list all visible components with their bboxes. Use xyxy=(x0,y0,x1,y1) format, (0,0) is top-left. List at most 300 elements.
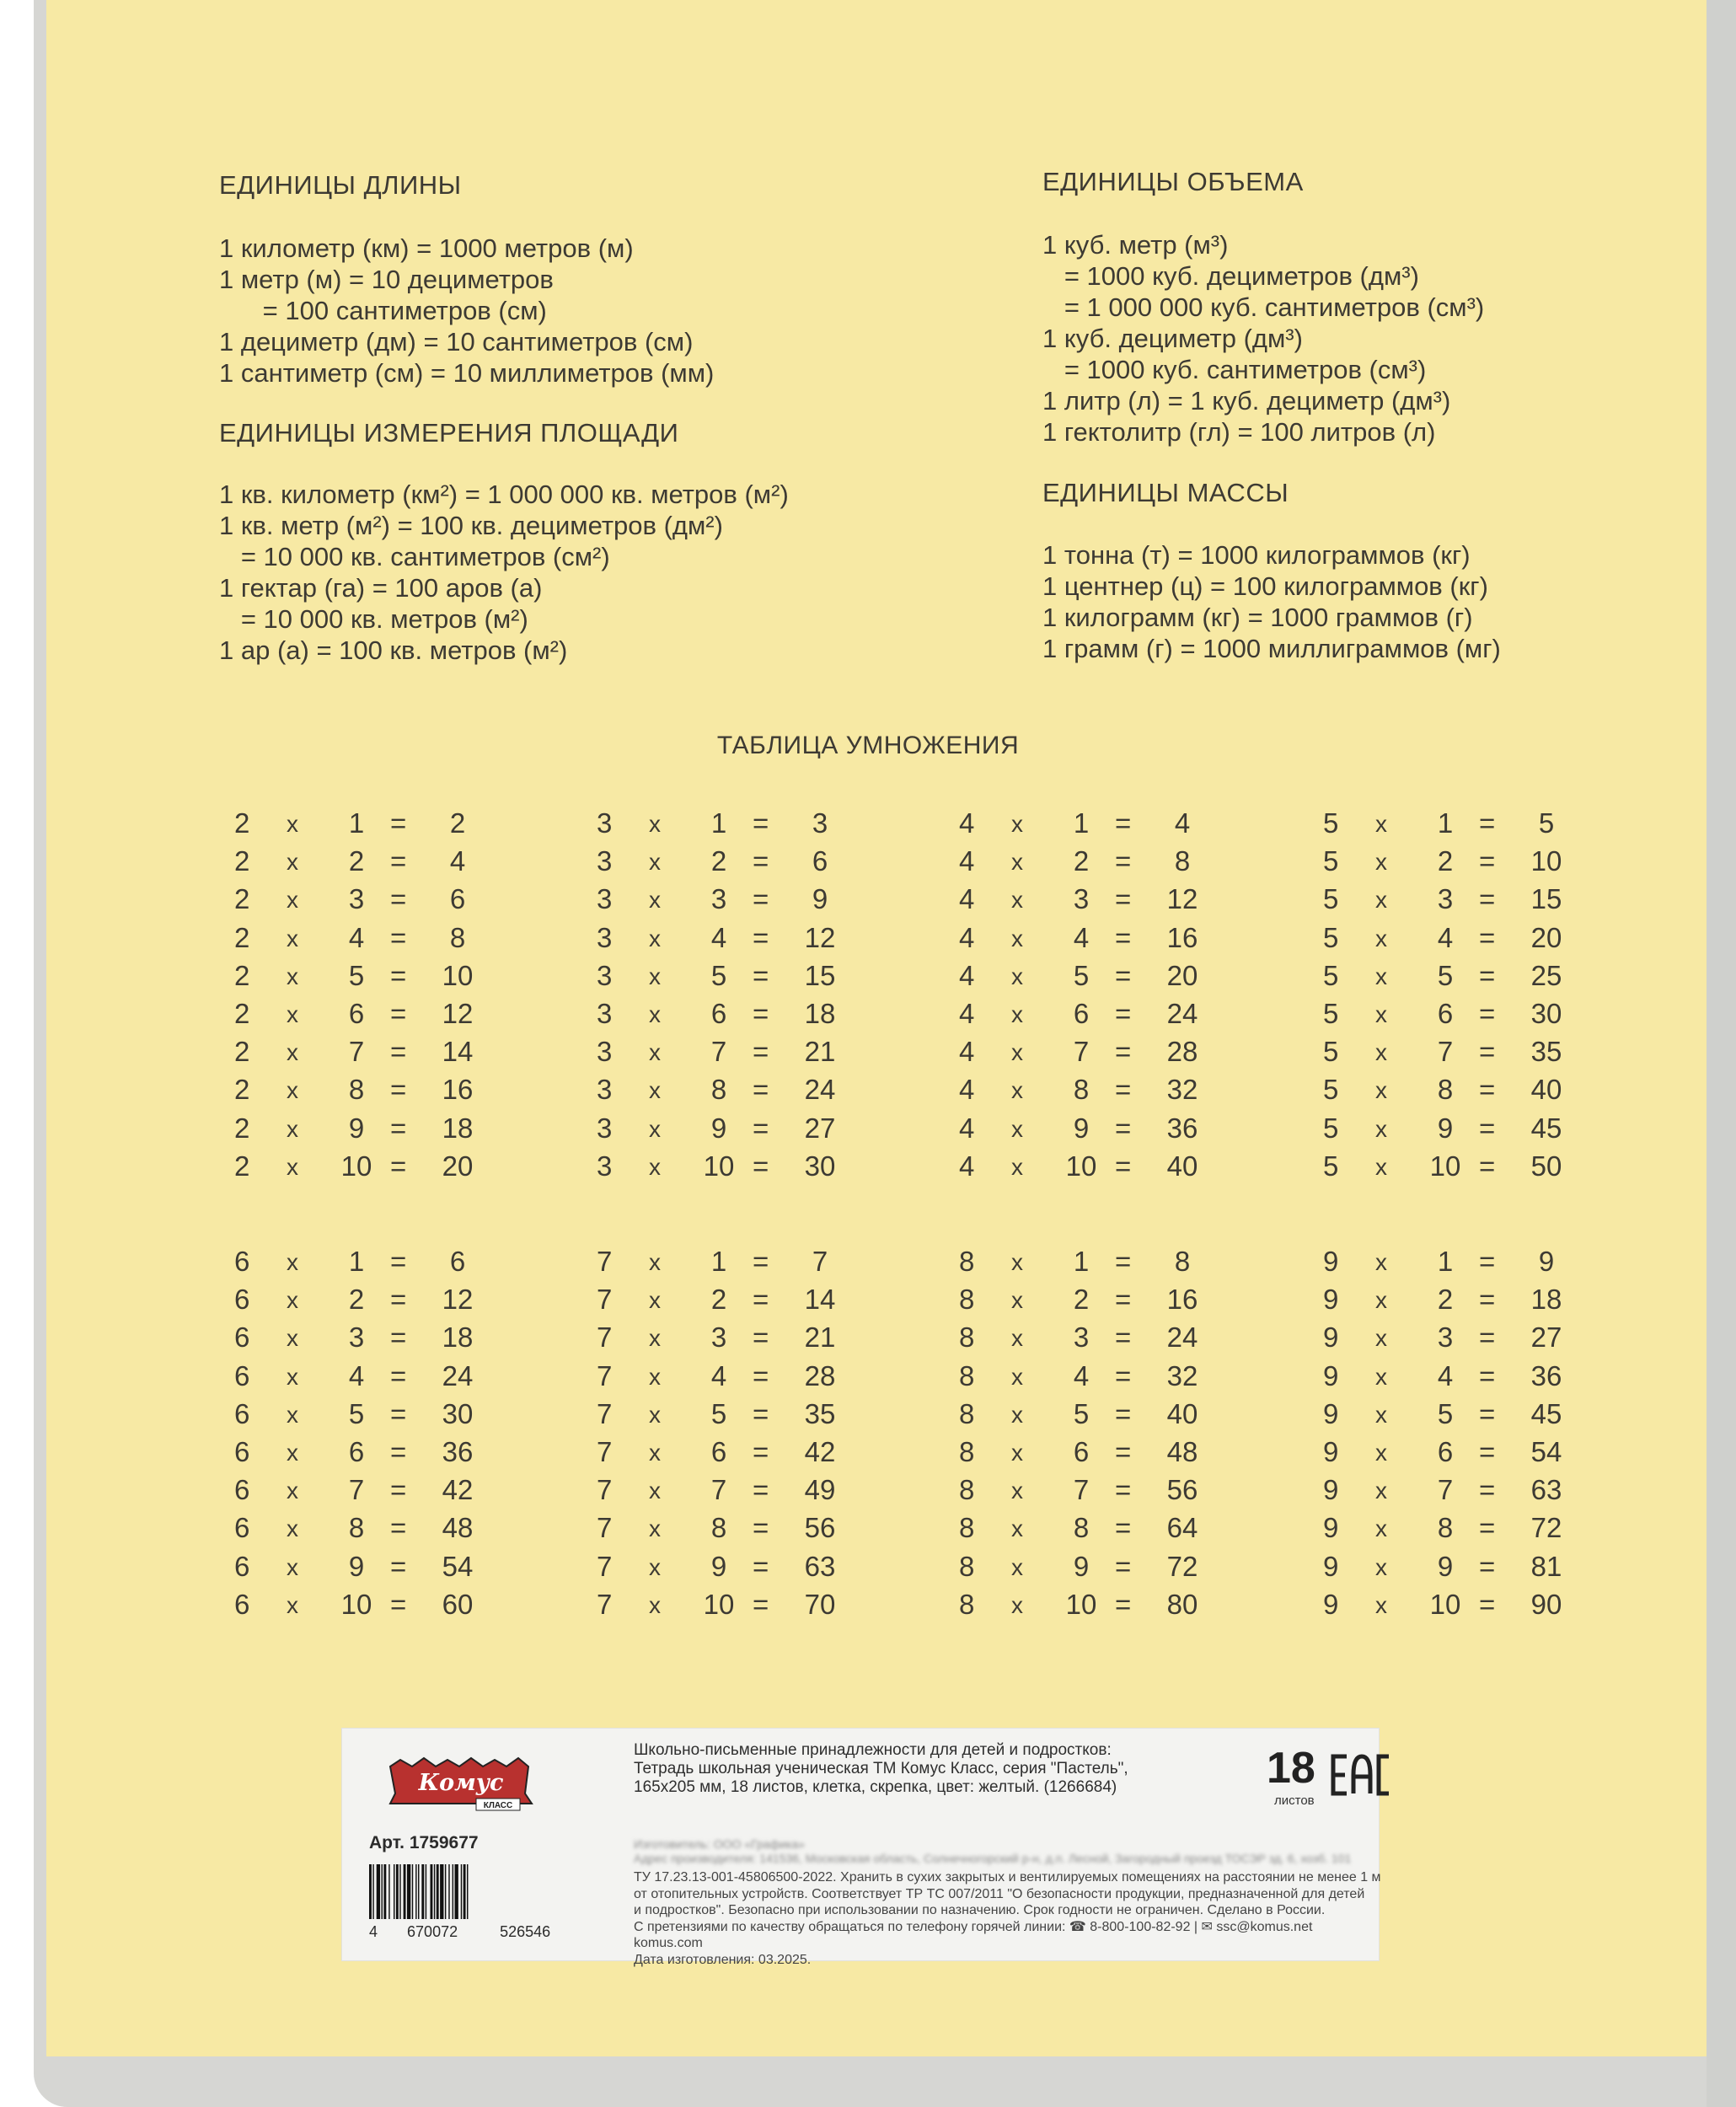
product: 27 xyxy=(804,1112,836,1144)
times-sign: x xyxy=(1011,1287,1023,1314)
times-sign: x xyxy=(1375,1325,1387,1352)
factor: 9 xyxy=(1323,1246,1339,1277)
barcode-digits: 4 670072 526546 xyxy=(369,1923,551,1940)
product-info-text xyxy=(634,1869,1381,1968)
area-unit-line: 1 кв. километр (км²) = 1 000 000 кв. метров (м²) xyxy=(219,480,789,509)
factor: 3 xyxy=(597,997,613,1029)
equals-sign: = xyxy=(390,1474,407,1506)
product: 28 xyxy=(1166,1036,1198,1068)
multiplier: 4 xyxy=(710,921,727,953)
multiplication-row xyxy=(597,1474,875,1512)
multiplier: 5 xyxy=(1437,1397,1454,1429)
equals-sign: = xyxy=(753,1074,769,1106)
multiplication-row xyxy=(234,960,512,998)
times-sign: x xyxy=(649,849,661,876)
barcode-bar xyxy=(421,1864,424,1919)
multiplication-row xyxy=(1323,1474,1601,1512)
times-sign: x xyxy=(287,1553,298,1580)
multiplication-row xyxy=(959,1322,1237,1359)
times-sign: x xyxy=(1375,1039,1387,1066)
product: 20 xyxy=(1530,921,1562,953)
multiplier: 6 xyxy=(348,997,365,1029)
factor: 4 xyxy=(959,1074,975,1106)
times-sign: x xyxy=(1011,1591,1023,1618)
equals-sign: = xyxy=(1115,997,1132,1029)
product: 15 xyxy=(804,959,836,991)
product: 12 xyxy=(442,1284,474,1316)
barcode-bar xyxy=(440,1864,443,1919)
barcode-bar xyxy=(431,1864,433,1919)
multiplier: 3 xyxy=(348,1322,365,1354)
barcode-bar xyxy=(418,1864,419,1919)
volume-units-title: ЕДИНИЦЫ ОБЪЕМА xyxy=(1042,167,1304,196)
factor: 2 xyxy=(234,883,250,915)
mass-unit-line: 1 килограмм (кг) = 1000 граммов (г) xyxy=(1042,603,1473,632)
equals-sign: = xyxy=(1479,1074,1496,1106)
multiplier: 7 xyxy=(710,1036,727,1068)
equals-sign: = xyxy=(1479,921,1496,953)
equals-sign: = xyxy=(1479,1588,1496,1620)
multiplication-row xyxy=(597,1036,875,1074)
volume-units-list xyxy=(1042,229,1484,448)
multiplier: 7 xyxy=(348,1036,365,1068)
equals-sign: = xyxy=(390,1036,407,1068)
barcode-bar xyxy=(396,1864,399,1919)
multiplier: 3 xyxy=(1073,1322,1090,1354)
multiplication-row xyxy=(1323,1036,1601,1074)
equals-sign: = xyxy=(1115,1359,1132,1391)
factor: 6 xyxy=(234,1474,250,1506)
times-sign: x xyxy=(1011,925,1023,952)
multiplier: 9 xyxy=(348,1112,365,1144)
multiplication-row xyxy=(234,1551,512,1589)
multiplication-row xyxy=(959,883,1237,921)
multiplication-row xyxy=(1323,922,1601,960)
factor: 6 xyxy=(234,1322,250,1354)
times-sign: x xyxy=(649,1249,661,1275)
factor: 2 xyxy=(234,1112,250,1144)
times-sign: x xyxy=(649,925,661,952)
equals-sign: = xyxy=(753,959,769,991)
product: 48 xyxy=(442,1512,474,1544)
product: 25 xyxy=(1530,959,1562,991)
multiplication-row xyxy=(234,1474,512,1512)
factor: 4 xyxy=(959,1036,975,1068)
equals-sign: = xyxy=(753,807,769,839)
product: 63 xyxy=(804,1550,836,1582)
equals-sign: = xyxy=(1479,1550,1496,1582)
multiplier: 3 xyxy=(348,883,365,915)
product: 48 xyxy=(1166,1435,1198,1467)
multiplier: 9 xyxy=(710,1550,727,1582)
product: 54 xyxy=(1530,1435,1562,1467)
factor: 2 xyxy=(234,1074,250,1106)
factor: 9 xyxy=(1323,1359,1339,1391)
factor: 5 xyxy=(1323,845,1339,877)
volume-unit-line: 1 литр (л) = 1 куб. дециметр (дм³) xyxy=(1042,386,1451,416)
manufacturer-info-blurred xyxy=(634,1837,1375,1866)
barcode-bar xyxy=(463,1864,466,1919)
product: 36 xyxy=(1530,1359,1562,1391)
times-sign: x xyxy=(1375,1153,1387,1180)
multiplication-row xyxy=(959,1246,1237,1284)
times-sign: x xyxy=(1375,1591,1387,1618)
equals-sign: = xyxy=(390,1284,407,1316)
multiplier: 8 xyxy=(710,1074,727,1106)
multiplication-table-title: ТАБЛИЦА УМНОЖЕНИЯ xyxy=(716,732,1020,759)
product: 8 xyxy=(449,921,466,953)
mass-unit-line: 1 тонна (т) = 1000 килограммов (кг) xyxy=(1042,540,1471,570)
multiplier: 10 xyxy=(340,1150,372,1182)
barcode-bar xyxy=(372,1864,373,1919)
product: 24 xyxy=(442,1359,474,1391)
multiplier: 5 xyxy=(1073,959,1090,991)
multiplier: 7 xyxy=(1437,1036,1454,1068)
factor: 7 xyxy=(597,1435,613,1467)
factor: 8 xyxy=(959,1322,975,1354)
multiplication-row xyxy=(959,1436,1237,1474)
factor: 7 xyxy=(597,1246,613,1277)
times-sign: x xyxy=(287,1000,298,1027)
equals-sign: = xyxy=(753,1550,769,1582)
equals-sign: = xyxy=(1479,1150,1496,1182)
equals-sign: = xyxy=(753,997,769,1029)
factor: 6 xyxy=(234,1397,250,1429)
times-sign: x xyxy=(1375,1287,1387,1314)
product: 15 xyxy=(1530,883,1562,915)
product: 32 xyxy=(1166,1359,1198,1391)
multiplication-row xyxy=(234,1036,512,1074)
equals-sign: = xyxy=(1115,1397,1132,1429)
info-line: и подростков". Безопасно при использовании по назначению. Срок годности не ограничен. Сделано в России. xyxy=(634,1903,1326,1917)
product: 56 xyxy=(1166,1474,1198,1506)
factor: 2 xyxy=(234,845,250,877)
multiplier: 8 xyxy=(348,1074,365,1106)
times-sign: x xyxy=(1011,1115,1023,1142)
factor: 5 xyxy=(1323,1112,1339,1144)
equals-sign: = xyxy=(390,807,407,839)
factor: 8 xyxy=(959,1588,975,1620)
product: 72 xyxy=(1530,1512,1562,1544)
equals-sign: = xyxy=(1479,1474,1496,1506)
multiplication-block-3 xyxy=(597,807,875,1188)
equals-sign: = xyxy=(753,1322,769,1354)
factor: 5 xyxy=(1323,1036,1339,1068)
factor: 4 xyxy=(959,997,975,1029)
times-sign: x xyxy=(649,1363,661,1390)
multiplier: 3 xyxy=(710,883,727,915)
multiplier: 5 xyxy=(348,1397,365,1429)
multiplier: 7 xyxy=(348,1474,365,1506)
factor: 3 xyxy=(597,921,613,953)
factor: 3 xyxy=(597,959,613,991)
multiplier: 1 xyxy=(1437,1246,1454,1277)
info-line: от отопительных устройств. Соответствует ТР ТС 007/2011 "О безопасности продукции, предназначенной для детей xyxy=(634,1886,1365,1901)
multiplier: 4 xyxy=(710,1359,727,1391)
equals-sign: = xyxy=(390,1246,407,1277)
times-sign: x xyxy=(1375,1363,1387,1390)
multiplication-row xyxy=(959,960,1237,998)
product-description-line: 165х205 мм, 18 листов, клетка, скрепка, цвет: желтый. (1266684) xyxy=(634,1778,1117,1796)
product: 36 xyxy=(1166,1112,1198,1144)
barcode-bar xyxy=(461,1864,462,1919)
product: 18 xyxy=(442,1112,474,1144)
equals-sign: = xyxy=(1479,845,1496,877)
product: 18 xyxy=(1530,1284,1562,1316)
multiplication-row xyxy=(597,960,875,998)
product: 10 xyxy=(442,959,474,991)
product: 27 xyxy=(1530,1322,1562,1354)
multiplier: 6 xyxy=(1073,1435,1090,1467)
barcode-bar xyxy=(399,1864,400,1919)
factor: 4 xyxy=(959,959,975,991)
factor: 6 xyxy=(234,1246,250,1277)
factor: 8 xyxy=(959,1512,975,1544)
multiplication-row xyxy=(1323,1246,1601,1284)
mass-unit-line: 1 центнер (ц) = 100 килограммов (кг) xyxy=(1042,571,1488,601)
multiplier: 8 xyxy=(1437,1074,1454,1106)
barcode-bar xyxy=(412,1864,413,1919)
multiplication-block-8 xyxy=(959,1246,1237,1627)
barcode-bar xyxy=(404,1864,406,1919)
equals-sign: = xyxy=(753,1397,769,1429)
multiplier: 4 xyxy=(1073,921,1090,953)
product: 40 xyxy=(1166,1150,1198,1182)
multiplication-row xyxy=(959,1036,1237,1074)
barcode-bar xyxy=(434,1864,435,1919)
multiplier: 9 xyxy=(1437,1112,1454,1144)
times-sign: x xyxy=(287,1515,298,1542)
product: 24 xyxy=(804,1074,836,1106)
multiplier: 3 xyxy=(710,1322,727,1354)
multiplier: 7 xyxy=(710,1474,727,1506)
times-sign: x xyxy=(1011,1363,1023,1390)
multiplier: 4 xyxy=(348,921,365,953)
equals-sign: = xyxy=(390,959,407,991)
multiplier: 5 xyxy=(710,959,727,991)
equals-sign: = xyxy=(1479,997,1496,1029)
multiplication-row xyxy=(234,1512,512,1550)
times-sign: x xyxy=(1011,1039,1023,1066)
multiplier: 4 xyxy=(1073,1359,1090,1391)
area-unit-line: = 10 000 кв. метров (м²) xyxy=(219,604,528,634)
multiplication-row xyxy=(1323,1398,1601,1436)
multiplication-row xyxy=(1323,883,1601,921)
factor: 6 xyxy=(234,1435,250,1467)
product: 56 xyxy=(804,1512,836,1544)
times-sign: x xyxy=(1375,925,1387,952)
product: 49 xyxy=(804,1474,836,1506)
times-sign: x xyxy=(1375,1115,1387,1142)
factor: 4 xyxy=(959,807,975,839)
length-units-list xyxy=(219,233,714,389)
factor: 5 xyxy=(1323,807,1339,839)
product: 54 xyxy=(442,1550,474,1582)
product: 3 xyxy=(812,807,828,839)
multiplication-row xyxy=(959,1398,1237,1436)
factor: 9 xyxy=(1323,1588,1339,1620)
equals-sign: = xyxy=(1115,1284,1132,1316)
multiplication-row xyxy=(959,1474,1237,1512)
volume-unit-line: = 1000 куб. сантиметров (см³) xyxy=(1042,355,1427,384)
multiplier: 10 xyxy=(1429,1588,1461,1620)
factor: 3 xyxy=(597,1150,613,1182)
volume-unit-line: 1 куб. дециметр (дм³) xyxy=(1042,324,1303,353)
factor: 7 xyxy=(597,1359,613,1391)
equals-sign: = xyxy=(1115,883,1132,915)
equals-sign: = xyxy=(753,845,769,877)
times-sign: x xyxy=(649,1439,661,1466)
product: 24 xyxy=(1166,997,1198,1029)
product-description xyxy=(634,1741,1257,1797)
equals-sign: = xyxy=(390,1359,407,1391)
multiplication-row xyxy=(959,1512,1237,1550)
product: 5 xyxy=(1538,807,1555,839)
multiplication-row xyxy=(1323,1284,1601,1322)
multiplier: 1 xyxy=(1437,807,1454,839)
product: 64 xyxy=(1166,1512,1198,1544)
times-sign: x xyxy=(649,1115,661,1142)
multiplication-row xyxy=(597,1074,875,1112)
factor: 7 xyxy=(597,1588,613,1620)
times-sign: x xyxy=(1375,1477,1387,1504)
equals-sign: = xyxy=(1115,1512,1132,1544)
product: 70 xyxy=(804,1588,836,1620)
product: 40 xyxy=(1166,1397,1198,1429)
equals-sign: = xyxy=(1479,883,1496,915)
multiplier: 1 xyxy=(348,807,365,839)
product: 72 xyxy=(1166,1550,1198,1582)
equals-sign: = xyxy=(753,1150,769,1182)
equals-sign: = xyxy=(1479,1112,1496,1144)
multiplication-row xyxy=(959,1074,1237,1112)
factor: 3 xyxy=(597,845,613,877)
times-sign: x xyxy=(287,1039,298,1066)
volume-unit-line: = 1 000 000 куб. сантиметров (см³) xyxy=(1042,292,1485,322)
times-sign: x xyxy=(287,1153,298,1180)
multiplier: 5 xyxy=(1073,1397,1090,1429)
product: 16 xyxy=(1166,1284,1198,1316)
factor: 3 xyxy=(597,807,613,839)
factor: 8 xyxy=(959,1359,975,1391)
multiplier: 9 xyxy=(1073,1550,1090,1582)
times-sign: x xyxy=(287,1363,298,1390)
factor: 8 xyxy=(959,1397,975,1429)
equals-sign: = xyxy=(1115,1322,1132,1354)
eac-certification-mark xyxy=(1330,1751,1390,1799)
times-sign: x xyxy=(1011,1553,1023,1580)
factor: 9 xyxy=(1323,1322,1339,1354)
barcode-bar xyxy=(415,1864,416,1919)
barcode-bar xyxy=(455,1864,458,1919)
product: 16 xyxy=(1166,921,1198,953)
times-sign: x xyxy=(287,1439,298,1466)
multiplication-row xyxy=(234,845,512,883)
barcode-bar xyxy=(388,1864,389,1919)
factor: 8 xyxy=(959,1435,975,1467)
multiplier: 1 xyxy=(1073,1246,1090,1277)
length-unit-line: 1 сантиметр (см) = 10 миллиметров (мм) xyxy=(219,358,715,388)
product: 45 xyxy=(1530,1112,1562,1144)
times-sign: x xyxy=(1011,1249,1023,1275)
equals-sign: = xyxy=(753,1474,769,1506)
product: 9 xyxy=(1538,1246,1555,1277)
equals-sign: = xyxy=(753,1036,769,1068)
equals-sign: = xyxy=(390,1550,407,1582)
factor: 4 xyxy=(959,883,975,915)
multiplier: 10 xyxy=(703,1588,735,1620)
equals-sign: = xyxy=(390,921,407,953)
multiplication-row xyxy=(1323,1112,1601,1150)
times-sign: x xyxy=(1375,811,1387,837)
multiplication-row xyxy=(597,922,875,960)
sheets-label: листов xyxy=(1274,1793,1315,1808)
multiplication-block-4 xyxy=(959,807,1237,1188)
factor: 7 xyxy=(597,1550,613,1582)
multiplication-row xyxy=(1323,1551,1601,1589)
multiplier: 2 xyxy=(348,845,365,877)
factor: 2 xyxy=(234,1036,250,1068)
times-sign: x xyxy=(649,1401,661,1428)
multiplier: 5 xyxy=(710,1397,727,1429)
multiplier: 2 xyxy=(1437,845,1454,877)
factor: 7 xyxy=(597,1284,613,1316)
multiplication-row xyxy=(597,1112,875,1150)
barcode-bar xyxy=(467,1864,468,1919)
equals-sign: = xyxy=(1115,1588,1132,1620)
times-sign: x xyxy=(1375,1439,1387,1466)
multiplier: 6 xyxy=(348,1435,365,1467)
product: 12 xyxy=(1166,883,1198,915)
times-sign: x xyxy=(287,962,298,989)
product: 18 xyxy=(804,997,836,1029)
multiplication-row xyxy=(597,1551,875,1589)
multiplier: 5 xyxy=(348,959,365,991)
product: 32 xyxy=(1166,1074,1198,1106)
equals-sign: = xyxy=(1479,1322,1496,1354)
times-sign: x xyxy=(287,1287,298,1314)
equals-sign: = xyxy=(753,1512,769,1544)
times-sign: x xyxy=(649,811,661,837)
product: 28 xyxy=(804,1359,836,1391)
times-sign: x xyxy=(1375,887,1387,914)
factor: 6 xyxy=(234,1359,250,1391)
factor: 3 xyxy=(597,1112,613,1144)
page-edge-strip xyxy=(1707,0,1736,2107)
multiplication-block-2 xyxy=(234,807,512,1188)
multiplication-row xyxy=(1323,807,1601,845)
length-unit-line: 1 дециметр (дм) = 10 сантиметров (см) xyxy=(219,327,694,357)
times-sign: x xyxy=(1375,849,1387,876)
multiplier: 8 xyxy=(348,1512,365,1544)
multiplier: 8 xyxy=(1073,1074,1090,1106)
multiplication-row xyxy=(1323,1150,1601,1188)
multiplication-row xyxy=(959,1150,1237,1188)
equals-sign: = xyxy=(1115,1246,1132,1277)
multiplication-row xyxy=(234,1589,512,1627)
times-sign: x xyxy=(649,1591,661,1618)
factor: 7 xyxy=(597,1322,613,1354)
article-number: Арт. 1759677 xyxy=(369,1833,479,1852)
product: 16 xyxy=(442,1074,474,1106)
multiplier: 5 xyxy=(1437,959,1454,991)
factor: 2 xyxy=(234,997,250,1029)
equals-sign: = xyxy=(1115,845,1132,877)
multiplication-row xyxy=(597,807,875,845)
equals-sign: = xyxy=(1115,807,1132,839)
times-sign: x xyxy=(287,811,298,837)
equals-sign: = xyxy=(1115,1474,1132,1506)
